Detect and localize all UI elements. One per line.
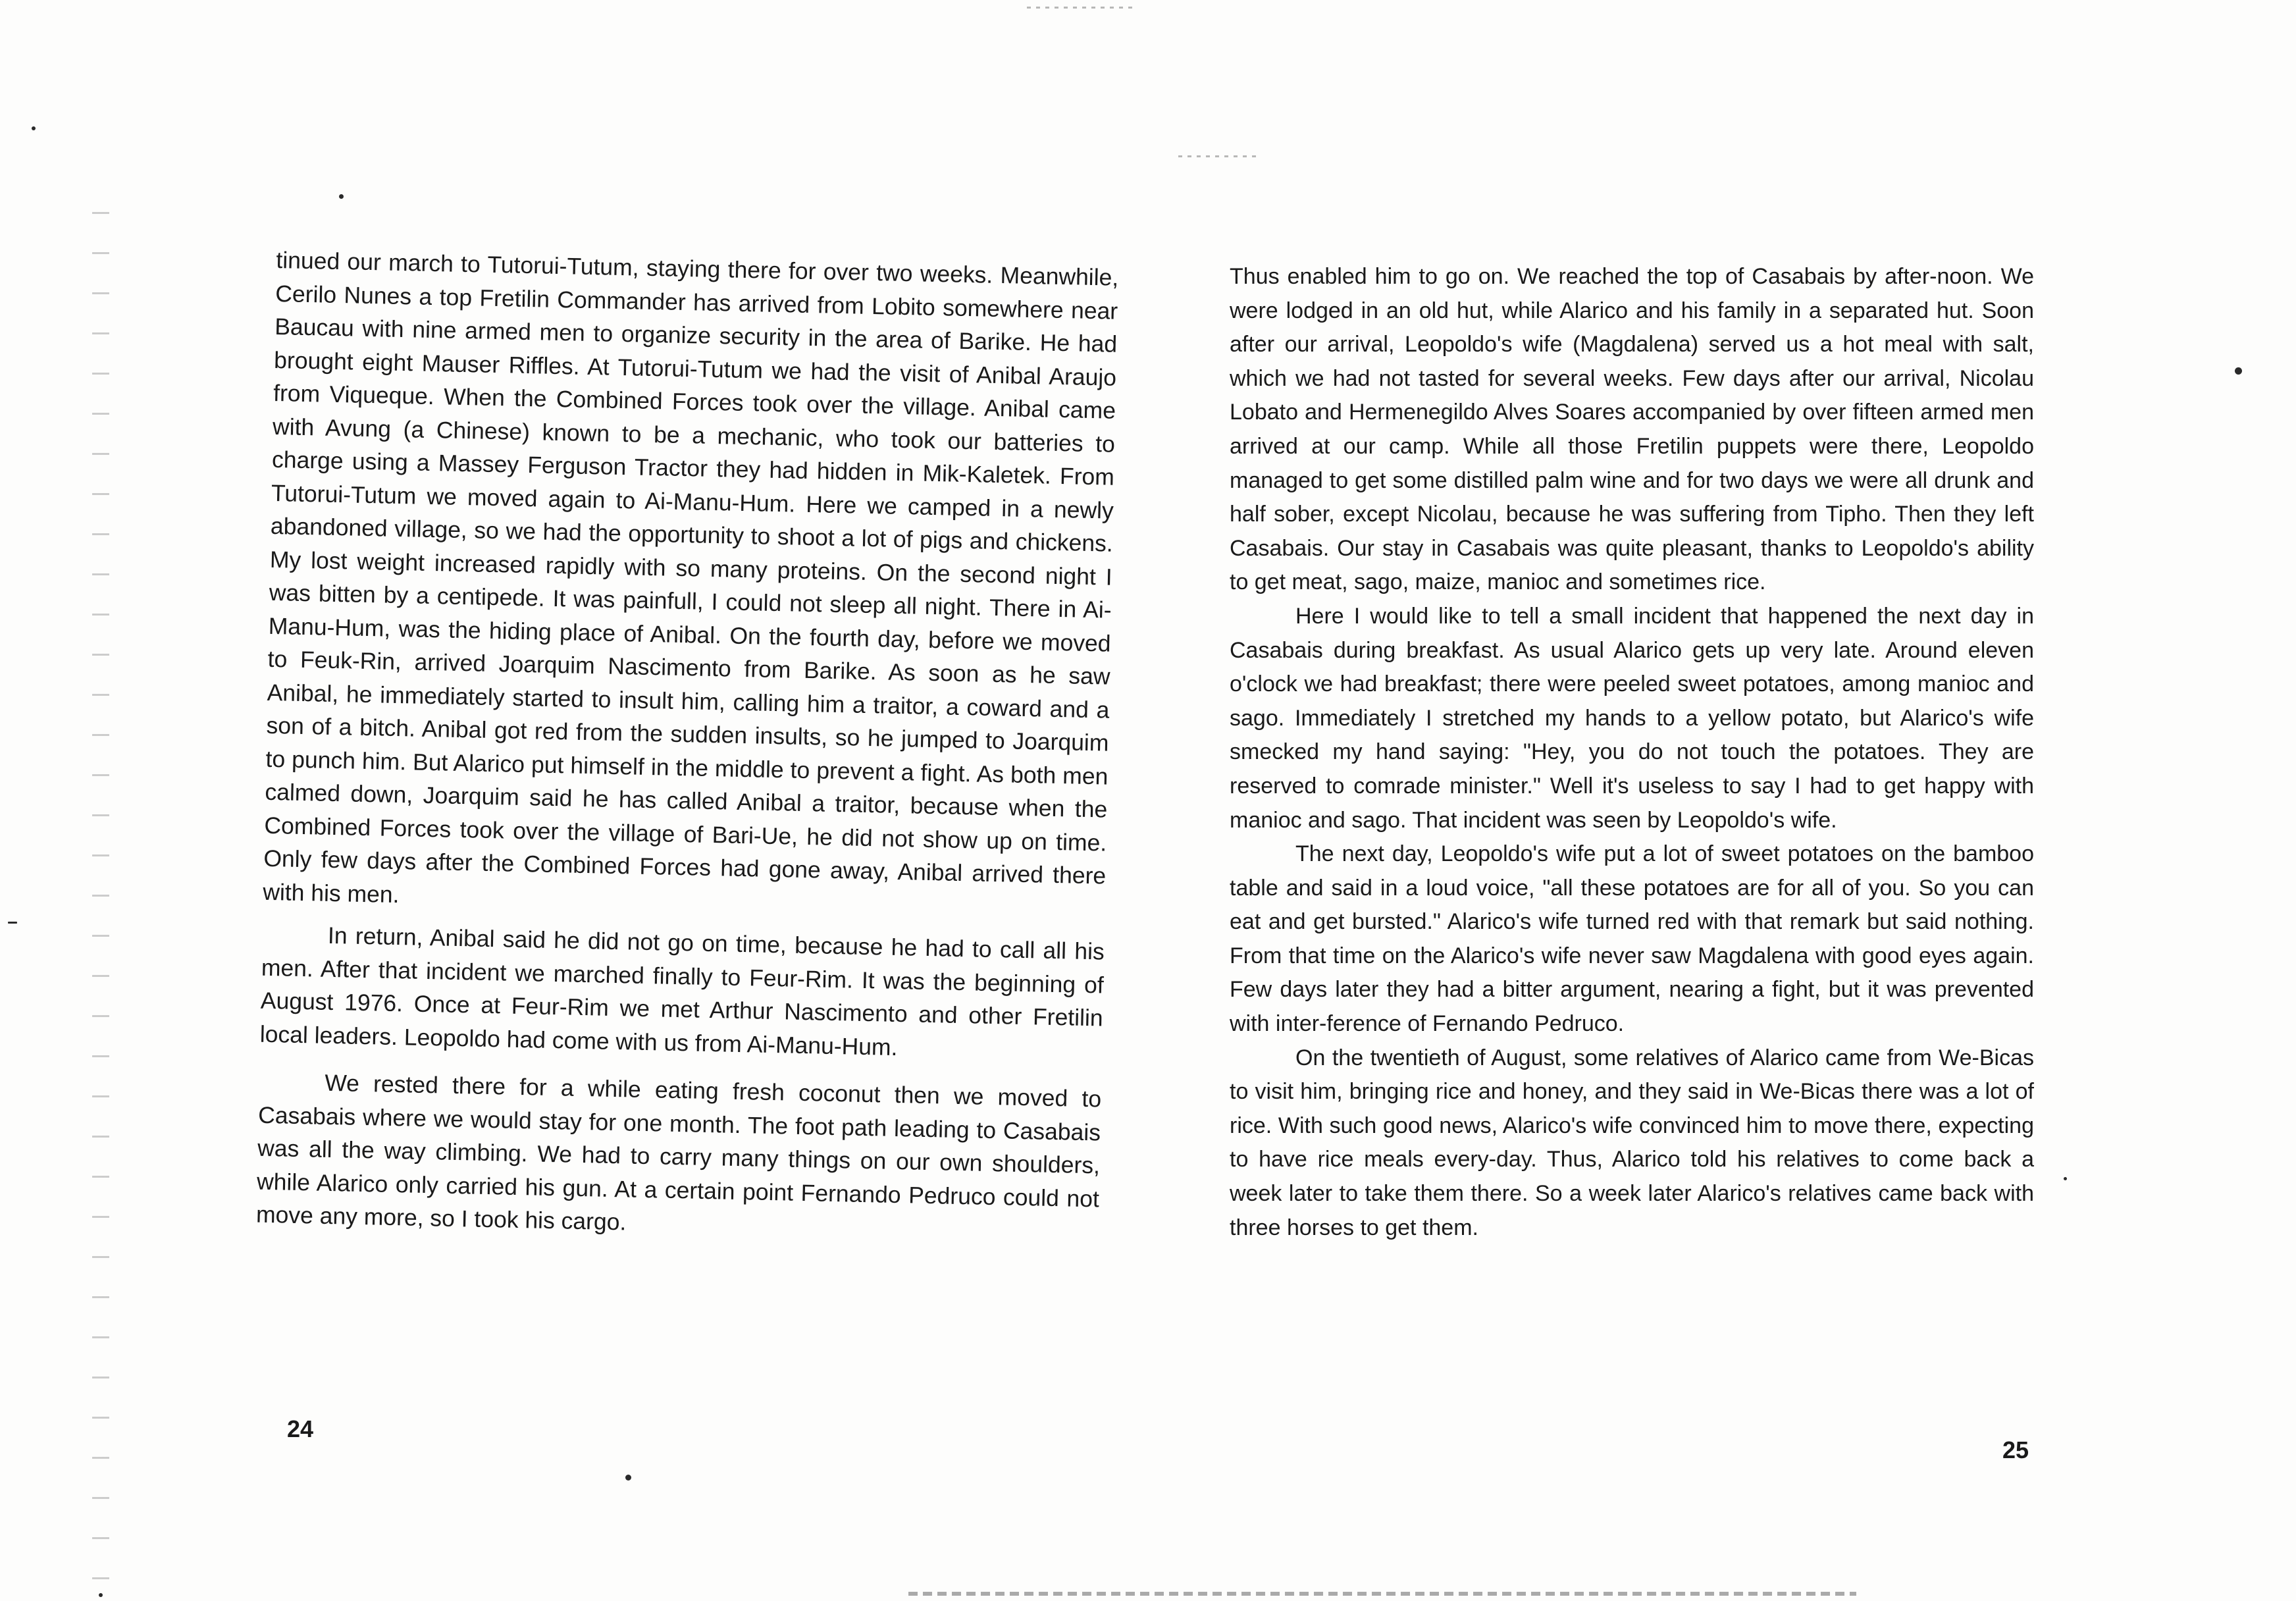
right-paragraph-2: Here I would like to tell a small incident that happened the next day in Casabais during breakfast. As usual Alarico gets up very late. Around eleven o'clock we had breakfast; there were peeled sweet potatoes, among manioc and sago. Immediately I stretched my hands to a yellow potato, but Alarico's wife smecked my hand saying: "Hey, you do not touch the potatoes. They are reserved to comrade minister." Well it's useless to say I had to get happy with manioc and sago. That incident was seen by Leopoldo's wife.: [1230, 603, 2034, 833]
scan-speck: [2235, 367, 2242, 375]
scan-speck: [8, 922, 17, 924]
right-paragraph-4: On the twentieth of August, some relatives of Alarico came from We-Bicas to visit him, bringing rice and honey, and they said in We-Bicas there was a lot of rice. With such good news, Alarico's wife convinced him to move there, expecting to have rice meals every-day. Thus, Alarico told his relatives to come back a week later to take them there. So a week later Alarico's relatives came back with three horses to get them.: [1230, 1045, 2034, 1240]
left-paragraph-1: tinued our march to Tutorui-Tutum, staying there for over two weeks. Meanwhile, Cerilo Nunes a top Fretilin Commander has arrived from Lobito somewhere near Baucau with nine armed men to organize security in the area of Barike. He had brought eight Mauser Riffles. At Tutorui-Tutum we had the visit of Anibal Araujo from Viqueque. When the Combined Forces took over the village. Anibal came with Avung (a Chinese) known to be a mechanic, who took our batteries to charge using a Massey Ferguson Tractor they had hidden in Mik-Kaletek. From Tutorui-Tutum we moved again to Ai-Manu-Hum. Here we camped in a newly abandoned village, so we had the opportunity to shoot a lot of pigs and chickens. My lost weight increased rapidly with so many proteins. On the second night I was bitten by a centipede. It was painfull, I could not sleep all night. There in Ai-Manu-Hum, was the hiding place of Anibal. On the fourth day, before we moved to Feuk-Rin, arrived Joarquim Nascimento from Barike. As soon as he saw Anibal, he immediately started to insult him, calling him a traitor, a coward and a son of a bitch. Anibal got red from the sudden insults, so he jumped to Joarquim to punch him. But Alarico put himself in the middle to prevent a fight. As both men calmed down, Joarquim said he has called Anibal a traitor, because when the Combined Forces took over the village of Bari-Ue, he did not show up on time. Only few days after the Combined Forces had gone away, Anibal arrived there with his men.: [262, 246, 1119, 908]
left-page-number: 24: [287, 1415, 314, 1442]
scan-speck: [99, 1593, 103, 1597]
right-paragraph-1: Thus enabled him to go on. We reached the top of Casabais by after-noon. We were lodged in an old hut, while Alarico and his family in a separated hut. Soon after our arrival, Leopoldo's wife (Magdalena) served us a hot meal with salt, which we had not tasted for several weeks. Few days after our arrival, Nicolau Lobato and Hermenegildo Alves Soares accompanied by over fifteen armed men arrived at our camp. While all those Fretilin puppets were there, Leopoldo managed to get some distilled palm wine and for two days we were all drunk and half sober, except Nicolau, because he was suffering from Tipho. Then they left Casabais. Our stay in Casabais was quite pleasant, thanks to Leopoldo's ability to get meat, sago, maize, manioc and sometimes rice.: [1230, 264, 2034, 595]
scan-speck: [32, 126, 36, 130]
left-page: [256, 244, 1119, 1249]
right-paragraph-3: The next day, Leopoldo's wife put a lot of sweet potatoes on the bamboo table and said in a loud voice, "all these potatoes are for all of you. So you can eat and get bursted." Alarico's wife turned red with that remark but said nothing. From that time on the Alarico's wife never saw Magdalena with good eyes again. Few days later they had a bitter argument, nearing a fight, but it was prevented with inter-ference of Fernando Pedruco.: [1230, 841, 2034, 1037]
scan-speck: [2064, 1177, 2067, 1180]
right-page-number: 25: [2002, 1436, 2029, 1463]
scan-top-noise: [1178, 155, 1257, 157]
scan-top-noise: [1027, 7, 1132, 9]
right-page: [1230, 260, 2034, 1245]
scan-speck: [339, 194, 344, 199]
left-paragraph-2: In return, Anibal said he did not go on time, because he had to call all his men. After that incident we marched finally to Feur-Rim. It was the beginning of August 1976. Once at Feur-Rim we met Arthur Nascimento and other Fretilin local leaders. Leopoldo had come with us from Ai-Manu-Hum.: [259, 922, 1105, 1061]
left-paragraph-3: We rested there for a while eating fresh coconut then we moved to Casabais where we would stay for one month. The foot path leading to Casabais was all the way climbing. We had to carry many things on our own shoulders, while Alarico only carried his gun. At a certain point Fernando Pedruco could not move any more, so I took his cargo.: [255, 1069, 1102, 1236]
scan-bottom-noise: [908, 1592, 1856, 1596]
scan-edge-noise: [92, 197, 109, 1580]
scan-speck: [625, 1475, 631, 1481]
